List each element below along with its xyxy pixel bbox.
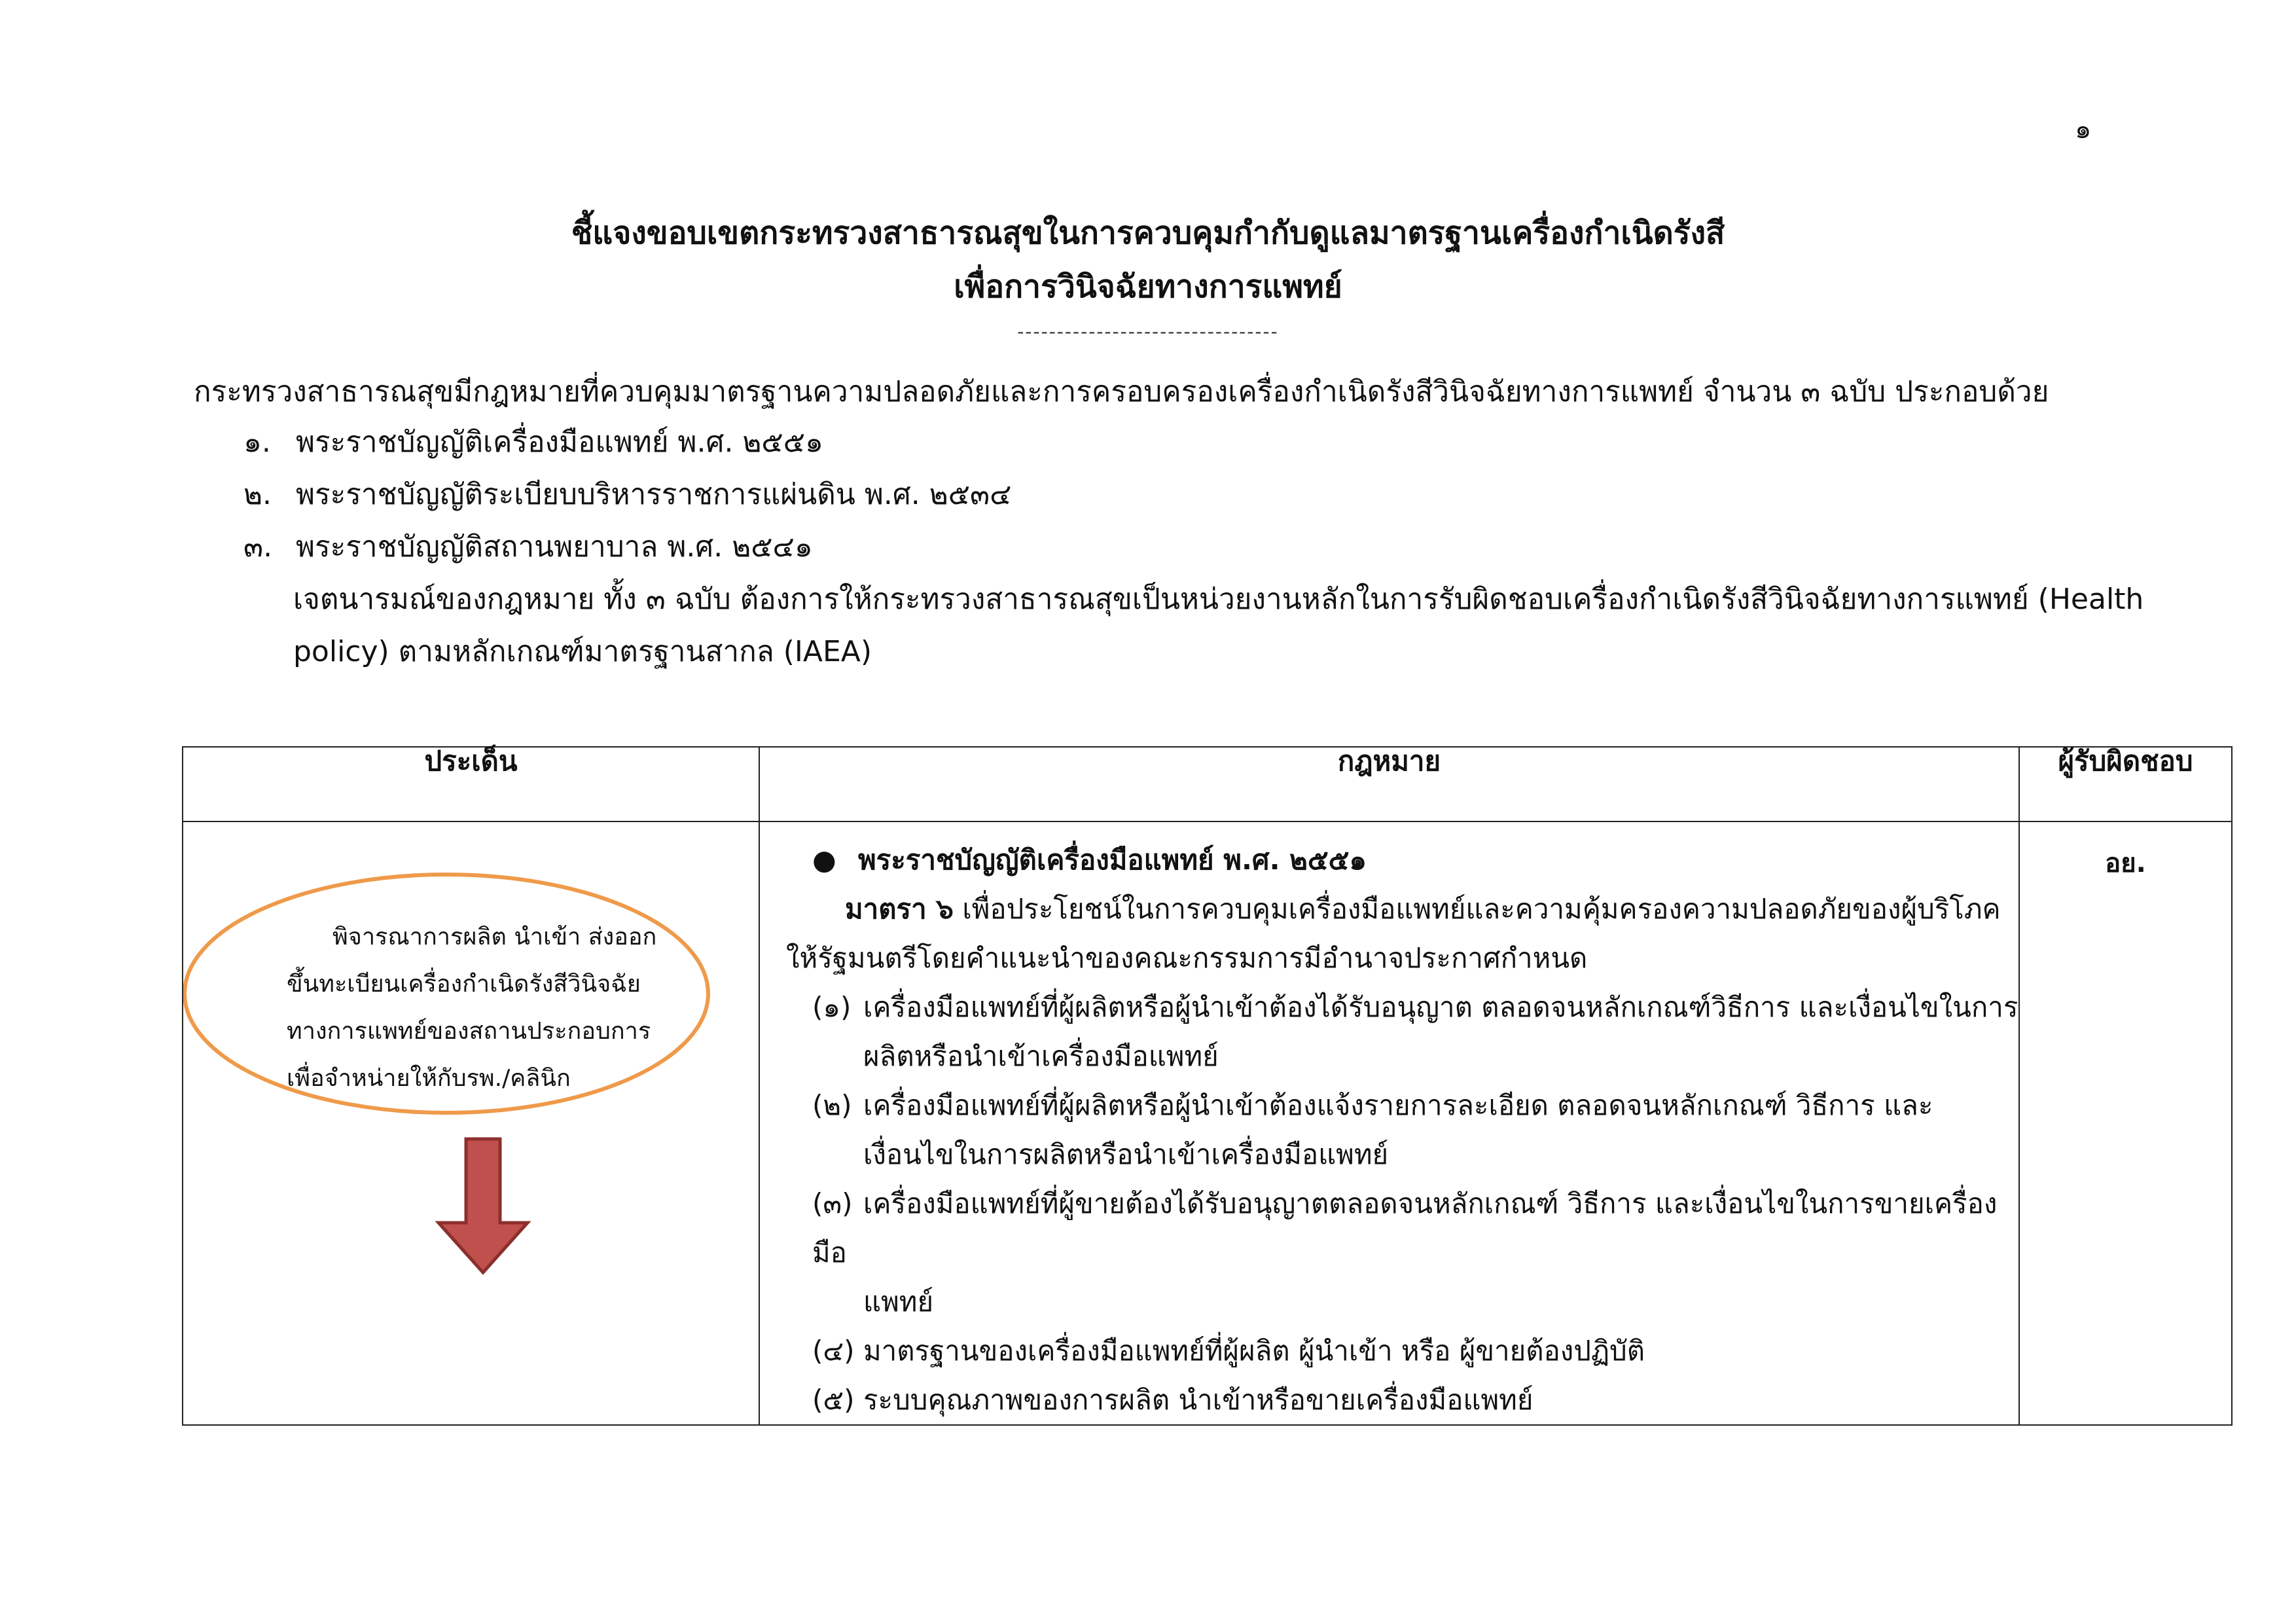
section-line-1 [786,884,2018,933]
subsection-continuation: ผลิตหรือนำเข้าเครื่องมือแพทย์ [863,1040,1219,1072]
issue-line: เพื่อจำหน่ายให้กับรพ./คลินิก [287,1065,571,1092]
issue-text [287,914,679,1102]
law-number: ๒. [243,478,272,511]
issue-cell [183,821,759,1425]
table-header-row [183,747,2232,821]
responsibility-table [182,746,2233,1426]
subsection-number: (๒) [812,1089,852,1121]
law-number: ๓. [243,530,273,564]
subsection-text: มาตรฐานของเครื่องมือแพทย์ที่ผู้ผลิต ผู้นำเข้า หรือ ผู้ขายต้องปฏิบัติ [863,1335,1645,1367]
law-name: พระราชบัญญัติสถานพยาบาล พ.ศ. ๒๕๔๑ [296,530,813,564]
issue-line: พิจารณาการผลิต นำเข้า ส่งออก [332,924,657,950]
page-number: ๑ [2075,115,2092,145]
law-name: พระราชบัญญัติระเบียบบริหารราชการแผ่นดิน พ.ศ. ๒๕๓๔ [296,478,1012,511]
subsection [786,1179,2018,1277]
law-list-item [243,524,813,569]
subsection-text: ระบบคุณภาพของการผลิต นำเข้าหรือขายเครื่องมือแพทย์ [863,1384,1534,1416]
intro-paragraph: กระทรวงสาธารณสุขมีกฎหมายที่ควบคุมมาตรฐานความปลอดภัยและการครอบครองเครื่องกำเนิดรังสีวินิจฉัยทางการแพทย์ จำนวน ๓ ฉบับ ประกอบด้วย [194,375,2049,408]
law-number: ๑. [243,425,271,459]
subsection [786,983,2018,1032]
subsection-number: (๓) [812,1187,853,1219]
subsection-continuation: แพทย์ [863,1286,934,1318]
law-list-item [243,419,823,465]
document-title-line1: ชี้แจงขอบเขตกระทรวงสาธารณสุขในการควบคุมกำกับดูแลมาตรฐานเครื่องกำเนิดรังสี [571,215,1725,251]
subsection-number: (๔) [812,1335,855,1367]
subsection [786,1375,2018,1424]
law-cell [759,821,2019,1425]
section-line-2: ให้รัฐมนตรีโดยคำแนะนำของคณะกรรมการมีอำนาจประกาศกำหนด [786,942,1588,974]
section-label: มาตรา ๖ [845,893,954,925]
responsible-agency: อย. [2105,848,2146,878]
subsection-text: เครื่องมือแพทย์ที่ผู้ขายต้องได้รับอนุญาตตลอดจนหลักเกณฑ์ วิธีการ และเงื่อนไขในการขายเครื่องมือ [812,1187,1998,1269]
issue-line: ขึ้นทะเบียนเครื่องกำเนิดรังสีวินิจฉัย [287,971,641,998]
subsection-number: (๕) [812,1384,855,1416]
subsection [786,1081,2018,1130]
subsection [786,1326,2018,1375]
issue-line: ทางการแพทย์ของสถานประกอบการ [287,1018,651,1045]
subsection-text: เครื่องมือแพทย์ที่ผู้ผลิตหรือผู้นำเข้าต้องแจ้งรายการละเอียด ตลอดจนหลักเกณฑ์ วิธีการ และ [863,1089,1933,1121]
intent-line-1: เจตนารมณ์ของกฎหมาย ทั้ง ๓ ฉบับ ต้องการให้กระทรวงสาธารณสุขเป็นหน่วยงานหลักในการรับผิดชอบเครื่องกำเนิดรังสีวินิจฉัยทางการแพทย์ (Health [293,583,2144,616]
header-law: กฎหมาย [759,747,2019,821]
law-name: พระราชบัญญัติเครื่องมือแพทย์ พ.ศ. ๒๕๕๑ [296,425,823,459]
subsection-continuation: เงื่อนไขในการผลิตหรือนำเข้าเครื่องมือแพทย์ [863,1138,1389,1170]
subsection-text: เครื่องมือแพทย์ที่ผู้ผลิตหรือผู้นำเข้าต้องได้รับอนุญาต ตลอดจนหลักเกณฑ์วิธีการ และเงื่อนไขในการ [863,991,2018,1023]
document-title-line2: เพื่อการวินิจฉัยทางการแพทย์ [954,268,1342,305]
header-issue: ประเด็น [183,747,759,821]
section-text: เพื่อประโยชน์ในการควบคุมเครื่องมือแพทย์และความคุ้มครองความปลอดภัยของผู้บริโภค [962,893,2001,925]
header-responsible: ผู้รับผิดชอบ [2019,747,2232,821]
issue-diagram [183,822,760,1384]
separator: --------------------------------- [1017,321,1279,342]
intent-line-2: policy) ตามหลักเกณฑ์มาตรฐานสากล (IAEA) [293,635,872,668]
act-title: ● พระราชบัญญัติเครื่องมือแพทย์ พ.ศ. ๒๕๕๑ [786,835,2018,884]
down-arrow-icon [439,1139,528,1272]
law-list-item [243,471,1011,517]
subsection-number: (๑) [812,991,852,1023]
table-row [183,821,2232,1425]
responsible-cell [2019,821,2232,1425]
